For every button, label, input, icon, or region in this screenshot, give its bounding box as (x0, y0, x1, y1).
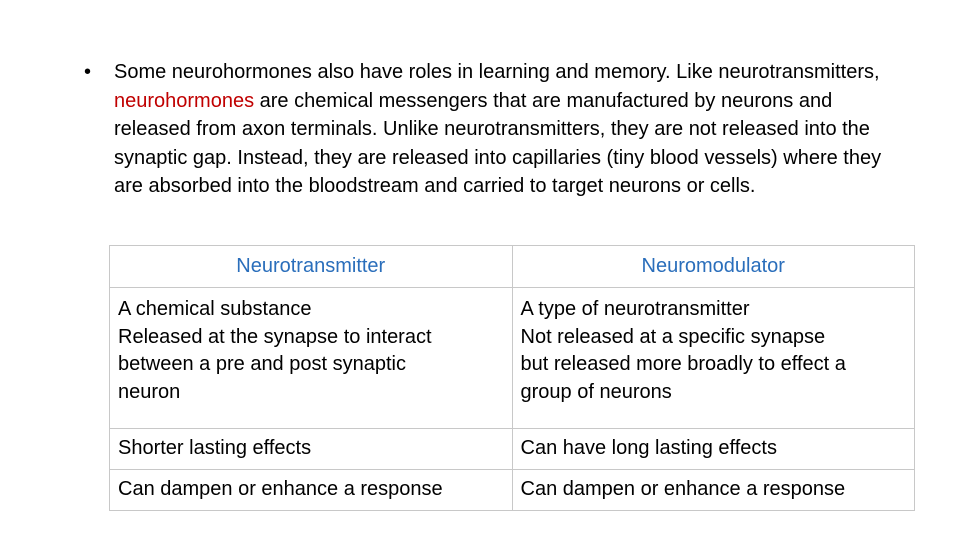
bullet-paragraph (84, 58, 884, 201)
table-cell-left: Shorter lasting effects (110, 429, 513, 470)
bullet-highlight: neurohormones (114, 89, 255, 112)
cell-line: between a pre and post synaptic (118, 353, 406, 375)
comparison-table (109, 245, 915, 511)
table-cell-right: Can have long lasting effects (512, 429, 915, 470)
cell-line: but released more broadly to effect a (520, 353, 846, 375)
cell-line: neuron (118, 380, 181, 403)
table-header-row (110, 246, 915, 288)
bullet-marker: • (84, 61, 92, 83)
cell-line: Released at the synapse to interact (118, 325, 432, 348)
table-row (110, 429, 915, 470)
table-cell-left (110, 288, 513, 429)
table-cell-left: Can dampen or enhance a response (110, 470, 513, 511)
table-row (110, 470, 915, 511)
table-cell-right (512, 288, 915, 429)
header-neurotransmitter: Neurotransmitter (110, 246, 513, 288)
table-cell-right: Can dampen or enhance a response (512, 470, 915, 511)
bullet-text (114, 58, 884, 201)
cell-line: Not released at a specific synapse (520, 325, 826, 348)
cell-line: A type of neurotransmitter (520, 298, 750, 320)
header-neuromodulator: Neuromodulator (512, 246, 915, 288)
bullet-text-part1: Some neurohormones also have roles in learning and memory. Like neurotransmitters, (114, 61, 880, 83)
table-row (110, 288, 915, 429)
cell-line: A chemical substance (118, 298, 312, 320)
cell-line: group of neurons (520, 380, 672, 403)
bullet-text-part2: are chemical messengers that are manufactured by neurons and released from axon terminals. Unlike neurotransmitters, they are not released into the synaptic gap. Instead, they are released into capillaries (tiny blood vessels) where they are absorbed into the bloodstream and carried to target neurons or cells. (114, 89, 882, 198)
